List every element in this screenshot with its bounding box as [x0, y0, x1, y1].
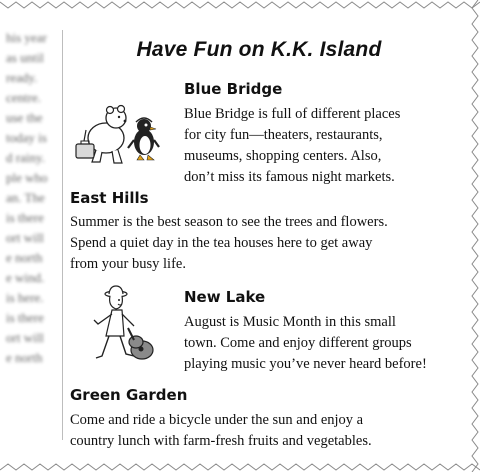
section-heading-east-hills: East Hills: [70, 189, 149, 207]
section-heading-green-garden: Green Garden: [70, 386, 188, 404]
margin-line: e wind.: [6, 270, 45, 285]
margin-line: as until: [6, 50, 44, 65]
page-title: Have Fun on K.K. Island: [136, 38, 382, 61]
text-line: Come and ride a bicycle under the sun and enjoy a: [70, 412, 364, 428]
margin-line: e north: [6, 350, 43, 365]
section-heading-blue-bridge: Blue Bridge: [184, 80, 283, 98]
zigzag-bottom-border: [0, 454, 480, 472]
text-line: for city fun—theaters, restaurants,: [184, 127, 383, 143]
margin-line: ple who: [6, 170, 48, 185]
text-line: Blue Bridge is full of different places: [184, 106, 401, 122]
text-line: from your busy life.: [70, 256, 186, 272]
margin-line: d rainy.: [6, 150, 45, 165]
text-line: Summer is the best season to see the trees and flowers.: [70, 214, 388, 230]
musician-with-guitar-illustration: [88, 284, 162, 374]
section-heading-new-lake: New Lake: [184, 288, 266, 306]
margin-line: ort will: [6, 330, 44, 345]
text-line: Spend a quiet day in the tea houses here to get away: [70, 235, 373, 251]
text-line: playing music you’ve never heard before!: [184, 356, 427, 372]
zigzag-top-border: [0, 0, 480, 18]
section-text-green-garden: [70, 410, 372, 452]
text-line: don’t miss its famous night markets.: [184, 169, 395, 185]
bear-and-penguin-illustration: [72, 100, 164, 170]
margin-line: use the: [6, 110, 43, 125]
text-line: town. Come and enjoy different groups: [184, 335, 412, 351]
text-line: museums, shopping centers. Also,: [184, 148, 382, 164]
text-line: August is Music Month in this small: [184, 314, 396, 330]
section-text-blue-bridge: [184, 104, 400, 188]
page-divider: [62, 30, 63, 440]
text-line: country lunch with farm-fresh fruits and vegetables.: [70, 433, 372, 449]
margin-line: centre.: [6, 90, 42, 105]
margin-line: e north: [6, 250, 43, 265]
margin-line: ort will: [6, 230, 44, 245]
margin-line: is there: [6, 310, 44, 325]
section-text-east-hills: [70, 212, 388, 275]
adjacent-page-text: [6, 28, 58, 448]
margin-line: ready.: [6, 70, 38, 85]
margin-line: is here.: [6, 290, 44, 305]
island-guide-card: [70, 36, 448, 456]
margin-line: is there: [6, 210, 44, 225]
section-text-new-lake: [184, 312, 427, 375]
margin-line: his year: [6, 30, 47, 45]
zigzag-right-border: [462, 0, 480, 472]
margin-line: an. The: [6, 190, 45, 205]
margin-line: today is: [6, 130, 47, 145]
